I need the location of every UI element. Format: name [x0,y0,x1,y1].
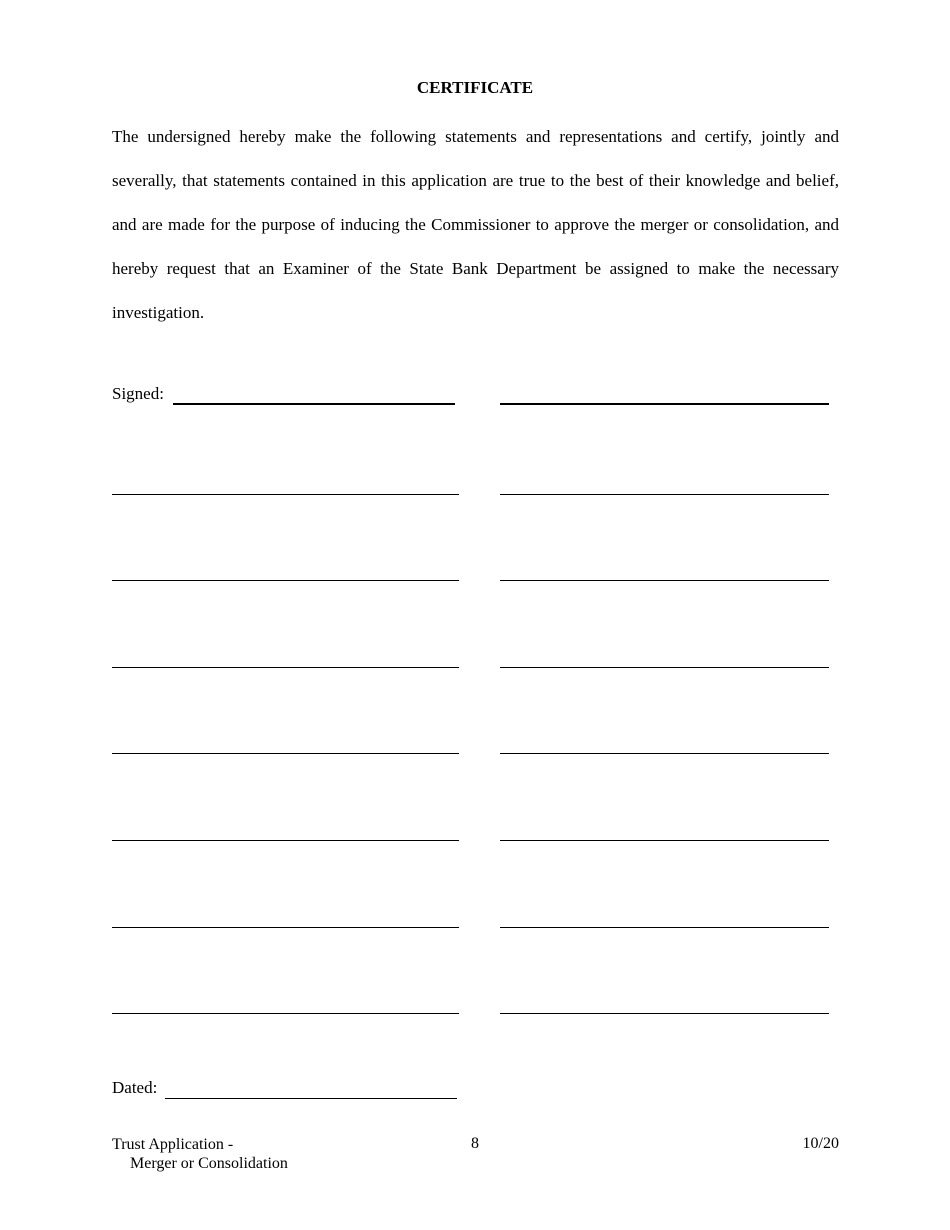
signature-line-5-left[interactable] [112,753,459,754]
date-line[interactable] [165,1098,457,1099]
certificate-statement: The undersigned hereby make the following statements and representations and certify, jointly and severally, that statements contained in this application are true to the best of their knowledge and belief, and are made for the purpose of inducing the Commissioner to approve the merger or consolidation, and hereby request that an Examiner of the State Bank Department be assigned to make the necessary investigation. [112,127,839,322]
signature-line-4-right[interactable] [500,667,829,668]
signature-line-1-left[interactable] [173,403,455,405]
revision-date: 10/20 [802,1135,839,1152]
page-title: CERTIFICATE [416,78,534,97]
signature-line-2-right[interactable] [500,494,829,495]
footer-doc-line-1: Trust Application - [112,1136,234,1153]
signature-line-2-left[interactable] [112,494,459,495]
signed-label: Signed: [112,384,164,403]
dated-label: Dated: [112,1078,158,1097]
signature-line-3-right[interactable] [500,580,829,581]
signature-line-1-right[interactable] [500,403,829,405]
signature-line-4-left[interactable] [112,667,459,668]
signature-line-8-right[interactable] [500,1013,829,1014]
signature-line-7-left[interactable] [112,927,459,928]
footer-doc-line-2: Merger or Consolidation [130,1155,288,1172]
signature-line-6-right[interactable] [500,840,829,841]
signature-line-3-left[interactable] [112,580,459,581]
signature-line-8-left[interactable] [112,1013,459,1014]
signature-line-6-left[interactable] [112,840,459,841]
signature-line-7-right[interactable] [500,927,829,928]
signature-line-5-right[interactable] [500,753,829,754]
page-number: 8 [471,1135,479,1152]
